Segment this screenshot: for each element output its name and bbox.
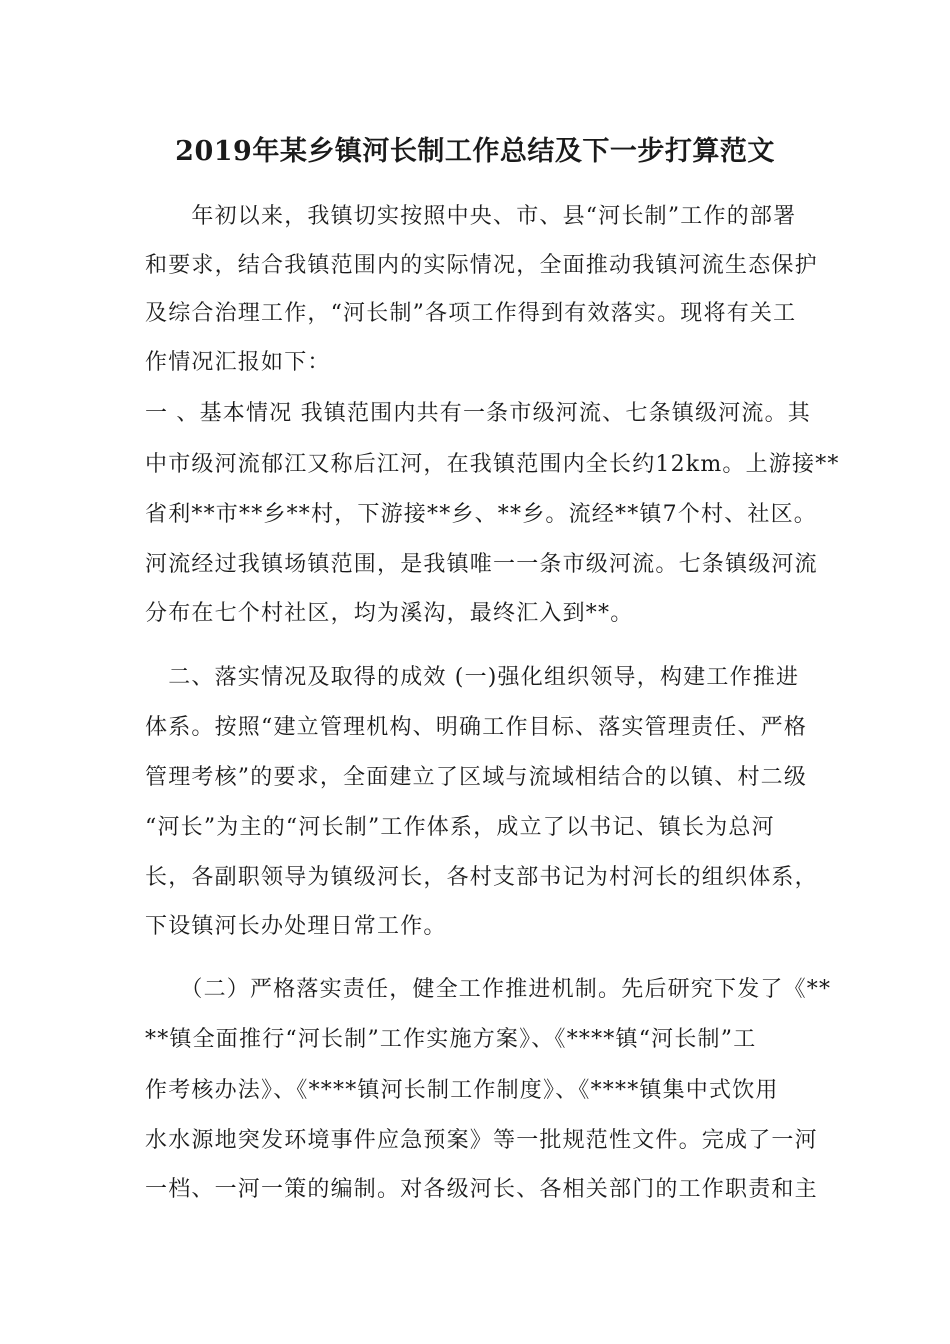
text-line: 下设镇河长办处理日常工作。 bbox=[145, 914, 447, 939]
text-line: （二）严格落实责任，健全工作推进机制。先后研究下发了《** bbox=[145, 977, 832, 1002]
text-line: 分布在七个村社区，均为溪沟，最终汇入到**。 bbox=[145, 601, 634, 626]
text-line: 作情况汇报如下： bbox=[145, 350, 331, 375]
text-line: 水水源地突发环境事件应急预案》等一批规范性文件。完成了一河 bbox=[145, 1128, 818, 1153]
text-line: 管理考核”的要求，全面建立了区域与流域相结合的以镇、村二级 bbox=[145, 765, 808, 790]
text-line: 中市级河流郁江又称后江河，在我镇范围内全长约12km。上游接** bbox=[145, 452, 840, 477]
text-line: **镇全面推行“河长制”工作实施方案》、《****镇“河长制”工 bbox=[145, 1027, 757, 1052]
text-line: 体系。按照“建立管理机构、明确工作目标、落实管理责任、严格 bbox=[145, 715, 808, 740]
text-line: 长，各副职领导为镇级河长，各村支部书记为村河长的组织体系， bbox=[145, 865, 818, 890]
document-title: 2019年某乡镇河长制工作总结及下一步打算范文 bbox=[175, 136, 775, 167]
text-line: 及综合治理工作，“河长制”各项工作得到有效落实。现将有关工 bbox=[145, 301, 797, 326]
text-line: 一档、一河一策的编制。对各级河长、各相关部门的工作职责和主 bbox=[145, 1177, 818, 1202]
text-line: 作考核办法》、《****镇河长制工作制度》、《****镇集中式饮用 bbox=[145, 1078, 779, 1103]
text-line: 一 、基本情况 我镇范围内共有一条市级河流、七条镇级河流。其 bbox=[145, 401, 811, 426]
text-line: 和要求，结合我镇范围内的实际情况，全面推动我镇河流生态保护 bbox=[145, 253, 818, 278]
text-line: 河流经过我镇场镇范围，是我镇唯一一条市级河流。七条镇级河流 bbox=[145, 552, 818, 577]
text-line: 年初以来，我镇切实按照中央、市、县“河长制”工作的部署 bbox=[145, 204, 797, 229]
text-line: “河长”为主的“河长制”工作体系，成立了以书记、镇长为总河 bbox=[145, 815, 775, 840]
text-line: 二、落实情况及取得的成效 (一)强化组织领导，构建工作推进 bbox=[145, 665, 800, 690]
text-line: 省利**市**乡**村，下游接**乡、**乡。流经**镇7个村、社区。 bbox=[145, 502, 817, 527]
